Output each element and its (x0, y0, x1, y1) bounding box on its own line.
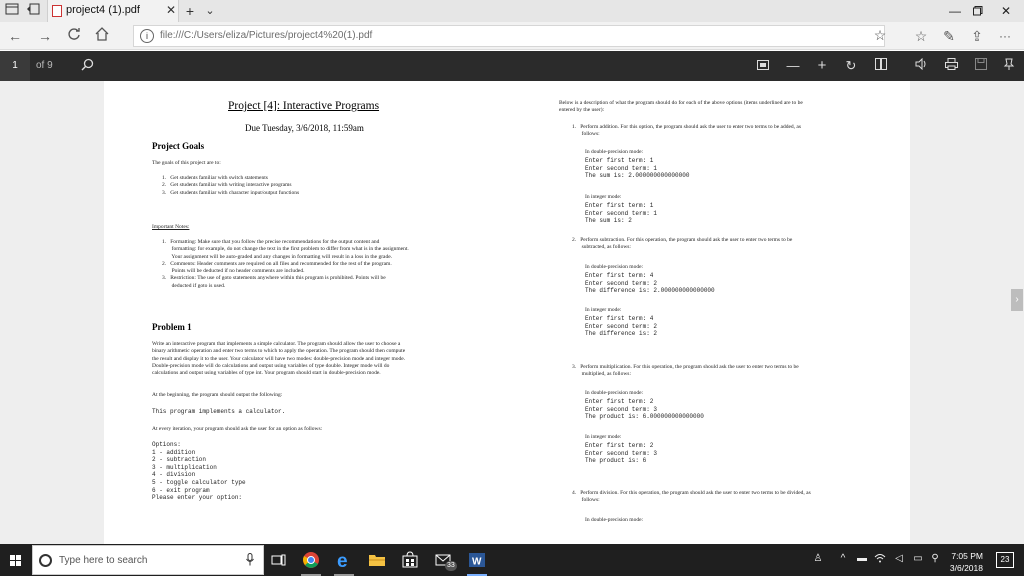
tab-preview-chevron-icon[interactable]: ⌄ (205, 5, 215, 17)
text-line: entered by the user): (559, 107, 605, 114)
next-page-arrow-icon[interactable]: › (1011, 289, 1023, 311)
subtraction-double-label: In double-precision mode: (585, 264, 644, 270)
code-line: 6 - exit program (152, 486, 210, 494)
code-line: 5 - toggle calculator type (152, 478, 246, 486)
division-double-label: In double-precision mode: (585, 517, 644, 523)
taskbar-search-input[interactable] (32, 545, 264, 575)
battery-icon[interactable]: ▬ (857, 553, 867, 564)
zoom-in-icon[interactable]: + (817, 57, 827, 74)
back-tabs-icon[interactable] (25, 3, 41, 19)
list-item: 2. Comments: Header comments are required on all files and recommended for the rest of the program. (162, 260, 392, 267)
page-total: of 9 (36, 60, 53, 71)
goals-list (162, 175, 299, 197)
zoom-out-icon[interactable]: — (786, 58, 800, 73)
mail-badge: 33 (447, 562, 455, 569)
pdf-file-icon (52, 5, 62, 17)
svg-text:W: W (472, 556, 482, 568)
navigation-bar (0, 22, 1024, 50)
list-item: 3. Restriction: The use of goto statements anywhere within this program is prohibited. Points will be (162, 275, 386, 282)
tab-bar (0, 0, 1024, 22)
action-center-icon[interactable]: 23 (996, 552, 1014, 568)
minimize-button[interactable]: — (949, 4, 961, 18)
text-line: 1. Perform addition. For this option, the program should ask the user to enter two terms to be added, as (572, 124, 801, 130)
subtraction-description (572, 237, 792, 252)
home-icon[interactable] (93, 27, 111, 45)
url-text: file:///C:/Users/eliza/Pictures/project4%20(1).pdf (160, 30, 373, 41)
text-line: 4. Perform division. For this operation, the program should ask the user to enter two terms to be divided, as (572, 490, 811, 496)
pdf-toolbar (0, 51, 1024, 81)
text-line: 2. Perform subtraction. For this operation, the program should ask the user to enter two terms to be (572, 237, 793, 243)
volume-icon[interactable]: ◁ (895, 553, 903, 564)
division-description (572, 490, 811, 505)
goals-heading: Project Goals (152, 141, 205, 151)
text-line: follows: (572, 131, 600, 138)
problem-heading: Problem 1 (152, 322, 192, 332)
print-icon[interactable] (943, 58, 959, 74)
code-line: Enter first term: 4 (585, 315, 654, 322)
read-aloud-icon[interactable] (913, 58, 929, 74)
people-icon[interactable]: ♙ (813, 553, 823, 564)
code-line: Options: (152, 441, 181, 448)
code-line: The product is: 6.000000000000000 (585, 413, 704, 421)
task-view-icon[interactable] (269, 550, 289, 570)
multiplication-int-output (585, 442, 657, 465)
iteration-text: At every iteration, your program should ask the user for an option as follows: (152, 426, 323, 432)
info-icon[interactable]: i (140, 29, 154, 43)
addition-int-label: In integer mode: (585, 194, 622, 200)
cortana-icon (39, 554, 52, 567)
text-line: multiplied, as follows: (572, 371, 631, 378)
text-line: calculations and output using variables of type int. Your program should start in double-precision mode. (152, 370, 381, 377)
begin-output: This program implements a calculator. (152, 408, 286, 415)
list-item: Your assignment will be auto-graded and any changes in formatting will result in a loss in the grade. (162, 253, 393, 260)
code-line: Enter second term: 3 (585, 449, 658, 457)
goals-intro: The goals of this project are to: (152, 160, 221, 166)
addition-double-output (585, 157, 689, 180)
subtraction-int-label: In integer mode: (585, 307, 622, 313)
share-icon[interactable]: ⇪ (971, 28, 983, 44)
store-icon[interactable] (400, 550, 420, 570)
document-title: Project [4]: Interactive Programs (228, 100, 380, 112)
addition-description (572, 124, 801, 139)
edge-icon[interactable] (334, 550, 354, 570)
save-icon[interactable] (973, 58, 989, 74)
code-line: 2 - subtraction (152, 456, 207, 464)
sync-icon[interactable]: ⚲ (931, 553, 939, 564)
code-line: Enter first term: 2 (585, 442, 654, 449)
rotate-icon[interactable]: ↻ (845, 58, 857, 73)
back-arrow-icon[interactable]: ← (8, 28, 22, 44)
code-line: Enter second term: 3 (585, 405, 658, 413)
text-line: Write an interactive program that implements a simple calculator. The program should allow the user to choose a (152, 341, 401, 347)
code-line: The sum is: 2.000000000000000 (585, 172, 690, 180)
tab-list-icon[interactable] (4, 3, 20, 19)
code-line: Enter second term: 1 (585, 164, 658, 172)
multiplication-int-label: In integer mode: (585, 434, 622, 440)
multiplication-double-label: In double-precision mode: (585, 390, 644, 396)
code-line: The difference is: 2 (585, 330, 658, 338)
code-line: 1 - addition (152, 448, 196, 456)
page-view-icon[interactable] (873, 58, 889, 74)
file-explorer-icon[interactable] (367, 550, 387, 570)
page-number-input[interactable]: 1 (0, 51, 30, 81)
clock-date[interactable]: 3/6/2018 (949, 563, 983, 573)
favorite-star-icon[interactable]: ☆ (873, 27, 887, 43)
new-tab-button[interactable]: + (185, 3, 195, 19)
code-line: Enter second term: 2 (585, 322, 658, 330)
addition-int-output (585, 202, 657, 225)
tab-pdf[interactable] (47, 0, 179, 22)
text-line: Below is a description of what the program should do for each of the above options (items underlined are to be (559, 100, 803, 106)
code-line: The difference is: 2.000000000000000 (585, 287, 715, 295)
close-tab-icon[interactable]: ✕ (165, 3, 177, 17)
options-output (152, 441, 246, 502)
chrome-icon[interactable] (301, 550, 321, 570)
wifi-icon[interactable] (874, 553, 886, 566)
subtraction-int-output (585, 315, 657, 338)
problem-text (152, 341, 405, 377)
subtraction-double-output (585, 272, 715, 295)
code-line: Enter second term: 1 (585, 209, 658, 217)
clock-time[interactable]: 7:05 PM (951, 551, 983, 561)
show-hidden-icons-icon[interactable]: ^ (840, 553, 846, 564)
text-line: 3. Perform multiplication. For this operation, the program should ask the user to enter two terms to be (572, 364, 799, 370)
windows-start-icon[interactable] (0, 544, 32, 576)
code-line: Enter first term: 1 (585, 202, 654, 209)
list-item: deducted if goto is used. (162, 282, 226, 289)
document-viewer[interactable] (0, 81, 1024, 544)
multiplication-description (572, 364, 799, 379)
text-line: follows: (572, 497, 600, 504)
list-item: Points will be deducted if no header comments are included. (162, 268, 305, 275)
pdf-page (104, 81, 910, 544)
keyboard-icon[interactable]: ▭ (913, 553, 923, 564)
code-line: Please enter your option: (152, 494, 243, 502)
list-item: formatting: for example, do not change the text in the first problem to differ from what is in the assignment. (162, 246, 409, 253)
pin-toolbar-icon[interactable] (1001, 58, 1017, 74)
text-line: binary arithmetic operation and enter two terms to which to apply the operation. The program should then compute (152, 348, 406, 355)
options-intro (559, 100, 803, 115)
text-line: subtracted, as follows: (572, 244, 631, 251)
addition-double-label: In double-precision mode: (585, 149, 644, 155)
search-icon[interactable] (79, 58, 95, 74)
more-icon[interactable]: ··· (999, 29, 1011, 43)
list-item: 2. Get students familiar with writing interactive programs (162, 182, 292, 189)
microphone-icon[interactable] (245, 553, 255, 567)
notes-heading: Important Notes: (152, 224, 190, 230)
address-bar[interactable] (133, 25, 885, 47)
forward-arrow-icon[interactable]: → (38, 28, 52, 44)
list-item: 3. Get students familiar with character input/output functions (162, 189, 300, 196)
pen-icon[interactable]: ✎ (943, 28, 955, 44)
notes-list (162, 239, 409, 290)
svg-text:e: e (337, 551, 348, 570)
code-line: Enter first term: 4 (585, 272, 654, 279)
word-icon[interactable] (467, 550, 487, 570)
due-date: Due Tuesday, 3/6/2018, 11:59am (245, 123, 364, 133)
text-line: Double-precision mode will do calculations and output using variables of type double. Integer mode will do (152, 362, 390, 369)
search-placeholder: Type here to search (59, 555, 148, 566)
list-item: 1. Formatting: Make sure that you follow the precise recommendations for the output content and (162, 239, 380, 245)
list-item: 1. Get students familiar with switch statements (162, 175, 268, 181)
multiplication-double-output (585, 398, 704, 421)
favorites-list-icon[interactable]: ☆ (914, 28, 928, 44)
begin-text: At the beginning, the program should output the following: (152, 392, 283, 398)
code-line: Enter first term: 1 (585, 157, 654, 164)
refresh-icon[interactable] (65, 27, 83, 45)
tab-title: project4 (1).pdf (66, 4, 140, 16)
close-window-button[interactable]: ✕ (1000, 4, 1012, 18)
code-line: 4 - division (152, 471, 196, 479)
taskbar (0, 544, 1024, 576)
text-line: the result and display it to the user. Your calculator will have two modes: double-precision mode and integer mode. (152, 355, 406, 362)
code-line: Enter second term: 2 (585, 279, 658, 287)
fit-page-icon[interactable] (755, 58, 771, 74)
code-line: The product is: 6 (585, 457, 647, 465)
code-line: Enter first term: 2 (585, 398, 654, 405)
code-line: 3 - multiplication (152, 463, 217, 471)
code-line: The sum is: 2 (585, 217, 632, 225)
